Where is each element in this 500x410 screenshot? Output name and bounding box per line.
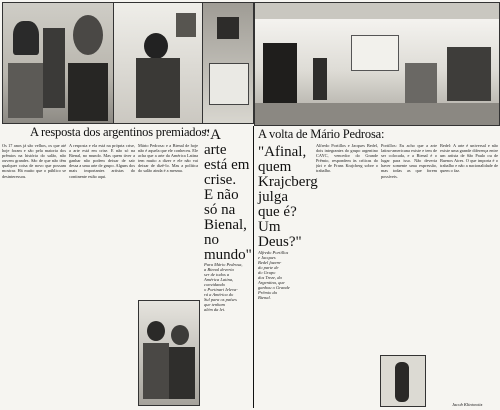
photo-seated-figure [113,2,203,124]
author-credit: Jacob Klintowitz [452,402,483,407]
left-headline: A resposta dos argentinos premiados: [30,125,210,139]
left-column-2: A resposta e ela está na própria crise, a arte está em crise. E não só na Bienal, no mundo. Mas quem tiver a ganhar não podem deixar de sair dessa a uma arte de grupo. Alguns dos mais importantes artistas do continente estão aqui. [69,143,135,179]
right-column-2: Portillos: Eu acho que a arte latino-americana existe e tem de ser colocada, e a Bienal é o lugar para isso. Não deveria haver somente uma expressão, mas todas as que forem possíveis. [381,143,437,179]
right-column-1: Alfredo Portillos e Jacques Bedel, dois integrantes do grupo argentino CAYC, vencedor do Grande Prêmio, respondem às críticas do júri e de Frans Krajcberg sobre o trabalho. [316,143,378,174]
left-column-1: Os 17 anos já são velhos, os que até hoje foram e são pela maioria dos prêmios na história do salão, não ouvem grandes. São de que não têm qualquer coisa de novo que possam mostrar. Há muito que o público se desinteressou. [2,143,66,179]
right-headline: A volta de Mário Pedrosa: [258,127,385,141]
photo-gallery-hall [254,2,500,126]
photo-artwork-bottle [380,355,426,407]
left-caption: Para Mário Pedrosa, a Bienal deveria ser de todos a América Latina, convidando o Portinari Ieleva- rá a América do Sul para os países que tenham além da lei. [204,262,243,312]
right-pull-quote: "Afinal, quem Krajcberg julga que é? Um Deus?" [258,144,318,250]
photo-artists-group [2,2,114,124]
right-caption: Alfredo Portillos e Jacques Bedel fazem- do parte de do Grupo dos Treze, da Argentina, que ganhou o Grande Prêmio da Bienal. [258,250,290,300]
photo-portrait-pair [138,300,200,406]
right-column-3: Bedel: A arte é universal e não existe uma grande diferença entre um artista de São Paulo ou de Buenos Aires. O que importa é o trabalho e não a nacionalidade de quem o faz. [440,143,498,174]
left-column-3: Mário Pedrosa: e a Bienal de hoje não é aquela que ele conheceu. Ele acha que a arte da América Latina tem muito a dizer e ele não vai deixar de dizê-lo. Mas a política do salão ainda é a mesma. [138,143,198,174]
photo-installation-box [202,2,254,124]
left-pull-quote: "A arte está em crise. E não só na Bienal, no mundo" [204,127,252,263]
column-divider [253,126,254,408]
